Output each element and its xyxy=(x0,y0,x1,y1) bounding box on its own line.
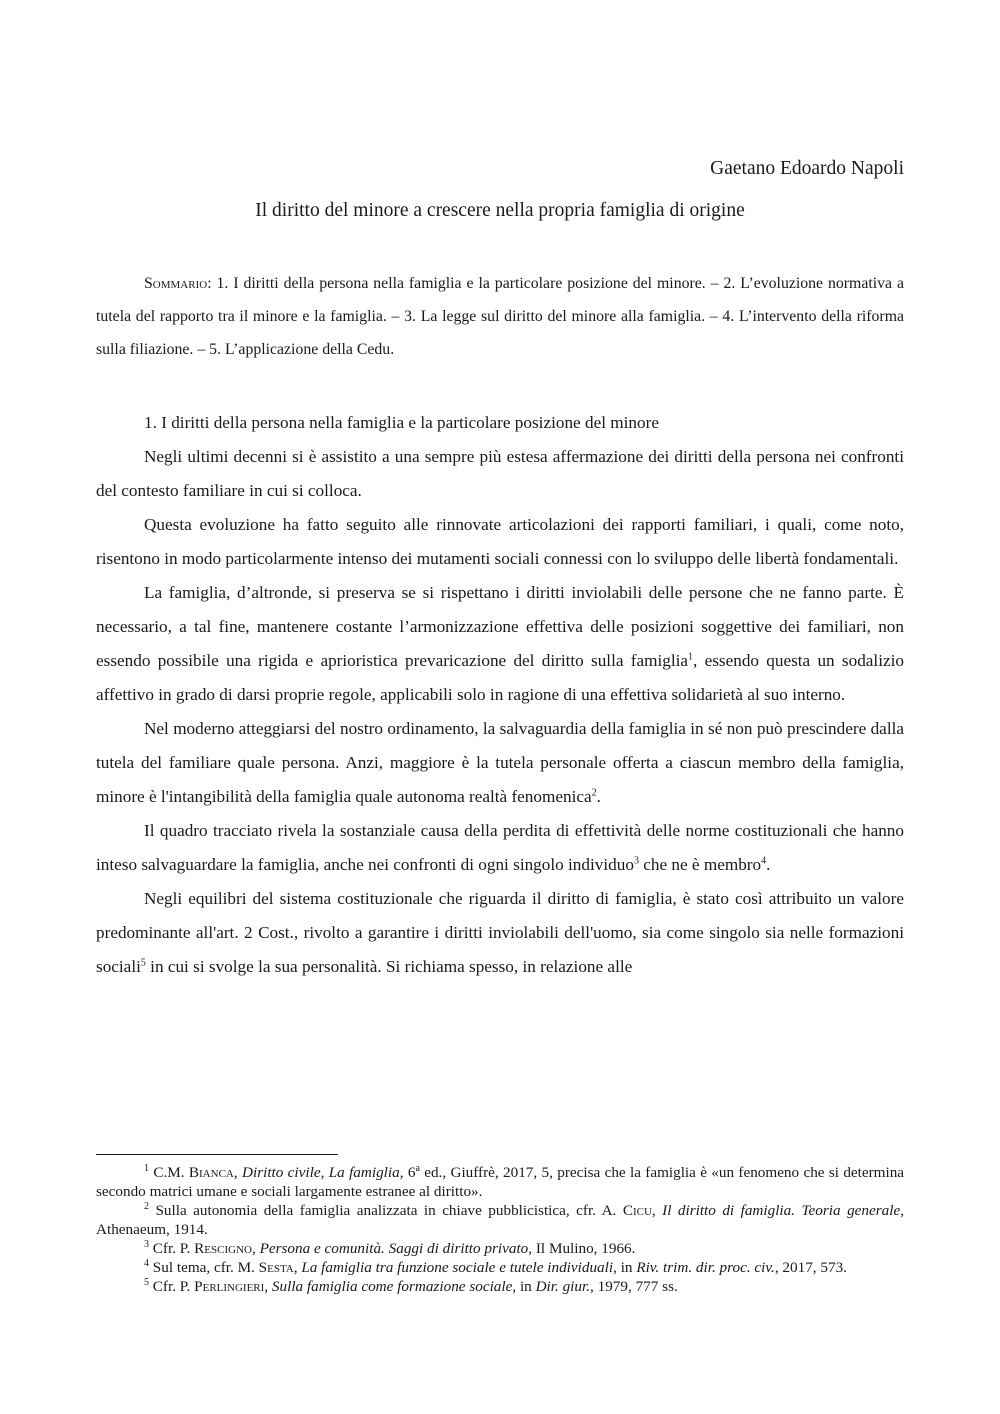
footnote-number: 3 xyxy=(144,1238,149,1250)
paragraph-text: , essendo questa un sodalizio affettivo in grado di darsi proprie regole, applicabili solo in ragione di una effettiva solidarietà al suo interno. xyxy=(96,651,904,704)
footnote-work-title: La famiglia xyxy=(328,1164,400,1181)
footnote xyxy=(96,1163,904,1201)
footnote-text: Sul tema, cfr. M. xyxy=(149,1259,259,1276)
footnote-text: , Athenaeum, 1914. xyxy=(96,1202,904,1238)
summary-text: : 1. I diritti della persona nella famiglia e la particolare posizione del minore. – 2. L’evoluzione normativa a tutela del rapporto tra il minore e la famiglia. – 3. La legge sul diritto del minore alla famiglia. – 4. L’intervento della riforma sulla filiazione. – 5. L’applicazione della Cedu. xyxy=(96,275,904,358)
paragraph-text: . xyxy=(596,787,601,806)
footnote-text: , xyxy=(320,1164,329,1181)
footnote-number: 4 xyxy=(144,1257,149,1269)
footnote-work-title: Sulla famiglia come formazione sociale xyxy=(271,1278,513,1295)
footnote-text: , xyxy=(233,1164,242,1181)
paragraph-text: Questa evoluzione ha fatto seguito alle rinnovate articolazioni dei rapporti familiari, i quali, come noto, risentono in modo particolarmente intenso dei mutamenti sociali connessi con lo sviluppo delle libertà fondamentali. xyxy=(96,515,904,568)
paragraph-text: che ne è membro xyxy=(638,855,762,874)
paragraph-text: . xyxy=(766,855,771,874)
paragraph xyxy=(96,576,904,712)
footnote-text: ed., Giuffrè, 2017, 5, precisa che la famiglia è «un fenomeno che si determina secondo matrici umane e sociali largamente estranee al diritto». xyxy=(96,1164,905,1200)
footnote-divider xyxy=(96,1154,338,1155)
footnote-number: 2 xyxy=(144,1200,149,1212)
footnote-author: Perlingieri xyxy=(194,1278,265,1295)
summary-label: Sommario xyxy=(144,275,208,292)
paragraph xyxy=(96,712,904,814)
paragraph xyxy=(96,814,904,882)
footnote-work-title: Persona e comunità. Saggi di diritto privato xyxy=(259,1240,529,1257)
footnote-text: , 2017, 573. xyxy=(774,1259,847,1276)
paragraph-text: Negli ultimi decenni si è assistito a una sempre più estesa affermazione dei diritti della persona nei confronti del contesto familiare in cui si colloca. xyxy=(96,447,904,500)
footnote-text: , Il Mulino, 1966. xyxy=(528,1240,636,1257)
footnote-work-title: Il diritto di famiglia. Teoria generale xyxy=(662,1202,901,1219)
paragraph xyxy=(96,882,904,984)
footnote-ref[interactable]: 1 xyxy=(688,651,694,663)
body-text xyxy=(96,406,904,984)
footnote-text: , in xyxy=(613,1259,637,1276)
footnote-ref[interactable]: 4 xyxy=(761,855,767,867)
footnote-text: Cfr. P. xyxy=(149,1278,195,1295)
paragraph xyxy=(96,508,904,576)
footnote-number: 5 xyxy=(144,1276,149,1288)
section-heading: 1. I diritti della persona nella famiglia e la particolare posizione del minore xyxy=(144,413,659,432)
footnote-ref[interactable]: 2 xyxy=(591,787,597,799)
paragraph xyxy=(96,440,904,508)
footnotes xyxy=(96,1163,904,1296)
footnote-text: , 6 xyxy=(399,1164,416,1181)
footnote-author: Bianca xyxy=(188,1164,234,1181)
footnote-text: , in xyxy=(512,1278,536,1295)
footnote-text: , 1979, 777 ss. xyxy=(590,1278,678,1295)
footnote-author: Rescigno xyxy=(194,1240,252,1257)
footnote-author: Cicu xyxy=(622,1202,652,1219)
footnote-text: , xyxy=(651,1202,663,1219)
article-title: Il diritto del minore a crescere nella propria famiglia di origine xyxy=(255,200,745,221)
paragraph-text: Il quadro tracciato rivela la sostanziale causa della perdita di effettività delle norme costituzionali che hanno inteso salvaguardare la famiglia, anche nei confronti di ogni singolo individuo xyxy=(96,821,904,874)
footnote-text: C.M. xyxy=(149,1164,189,1181)
footnote xyxy=(96,1201,904,1239)
footnote-journal: Dir. giur. xyxy=(535,1278,591,1295)
paragraph-text: Nel moderno atteggiarsi del nostro ordinamento, la salvaguardia della famiglia in sé non può prescindere dalla tutela del familiare quale persona. Anzi, maggiore è la tutela personale offerta a ciascun membro della famiglia, minore è l'intangibilità della famiglia quale autonoma realtà fenomenica xyxy=(96,719,904,806)
footnote-text: , xyxy=(293,1259,302,1276)
footnote-ref[interactable]: 5 xyxy=(140,957,146,969)
footnote-text: , xyxy=(264,1278,272,1295)
footnote xyxy=(96,1277,904,1296)
paragraph-text: La famiglia, d’altronde, si preserva se si rispettano i diritti inviolabili delle persone che ne fanno parte. È necessario, a tal fine, mantenere costante l’armonizzazione effettiva delle posizioni soggettive dei familiari, non essendo possibile una rigida e aprioristica prevaricazione del diritto sulla famiglia xyxy=(96,583,904,670)
footnote-text: , xyxy=(251,1240,260,1257)
footnote xyxy=(96,1258,904,1277)
paragraph-text: Negli equilibri del sistema costituzionale che riguarda il diritto di famiglia, è stato così attribuito un valore predominante all'art. 2 Cost., rivolto a garantire i diritti inviolabili dell'uomo, sia come singolo sia nelle formazioni sociali xyxy=(96,889,904,976)
footnote-text: Sulla autonomia della famiglia analizzata in chiave pubblicistica, cfr. A. xyxy=(149,1202,623,1219)
footnote-author: Sesta xyxy=(258,1259,294,1276)
footnote-number: 1 xyxy=(144,1162,149,1174)
paragraph-text: in cui si svolge la sua personalità. Si richiama spesso, in relazione alle xyxy=(145,957,633,976)
footnote xyxy=(96,1239,904,1258)
footnote-text: Cfr. P. xyxy=(149,1240,195,1257)
footnote-work-title: Diritto civile xyxy=(242,1164,321,1181)
summary-block xyxy=(96,267,904,366)
ordinal-indicator: a xyxy=(415,1162,420,1174)
author-name: Gaetano Edoardo Napoli xyxy=(710,158,904,179)
footnote-ref[interactable]: 3 xyxy=(633,855,639,867)
footnote-journal: Riv. trim. dir. proc. civ. xyxy=(636,1259,775,1276)
footnote-work-title: La famiglia tra funzione sociale e tutele individuali xyxy=(301,1259,614,1276)
